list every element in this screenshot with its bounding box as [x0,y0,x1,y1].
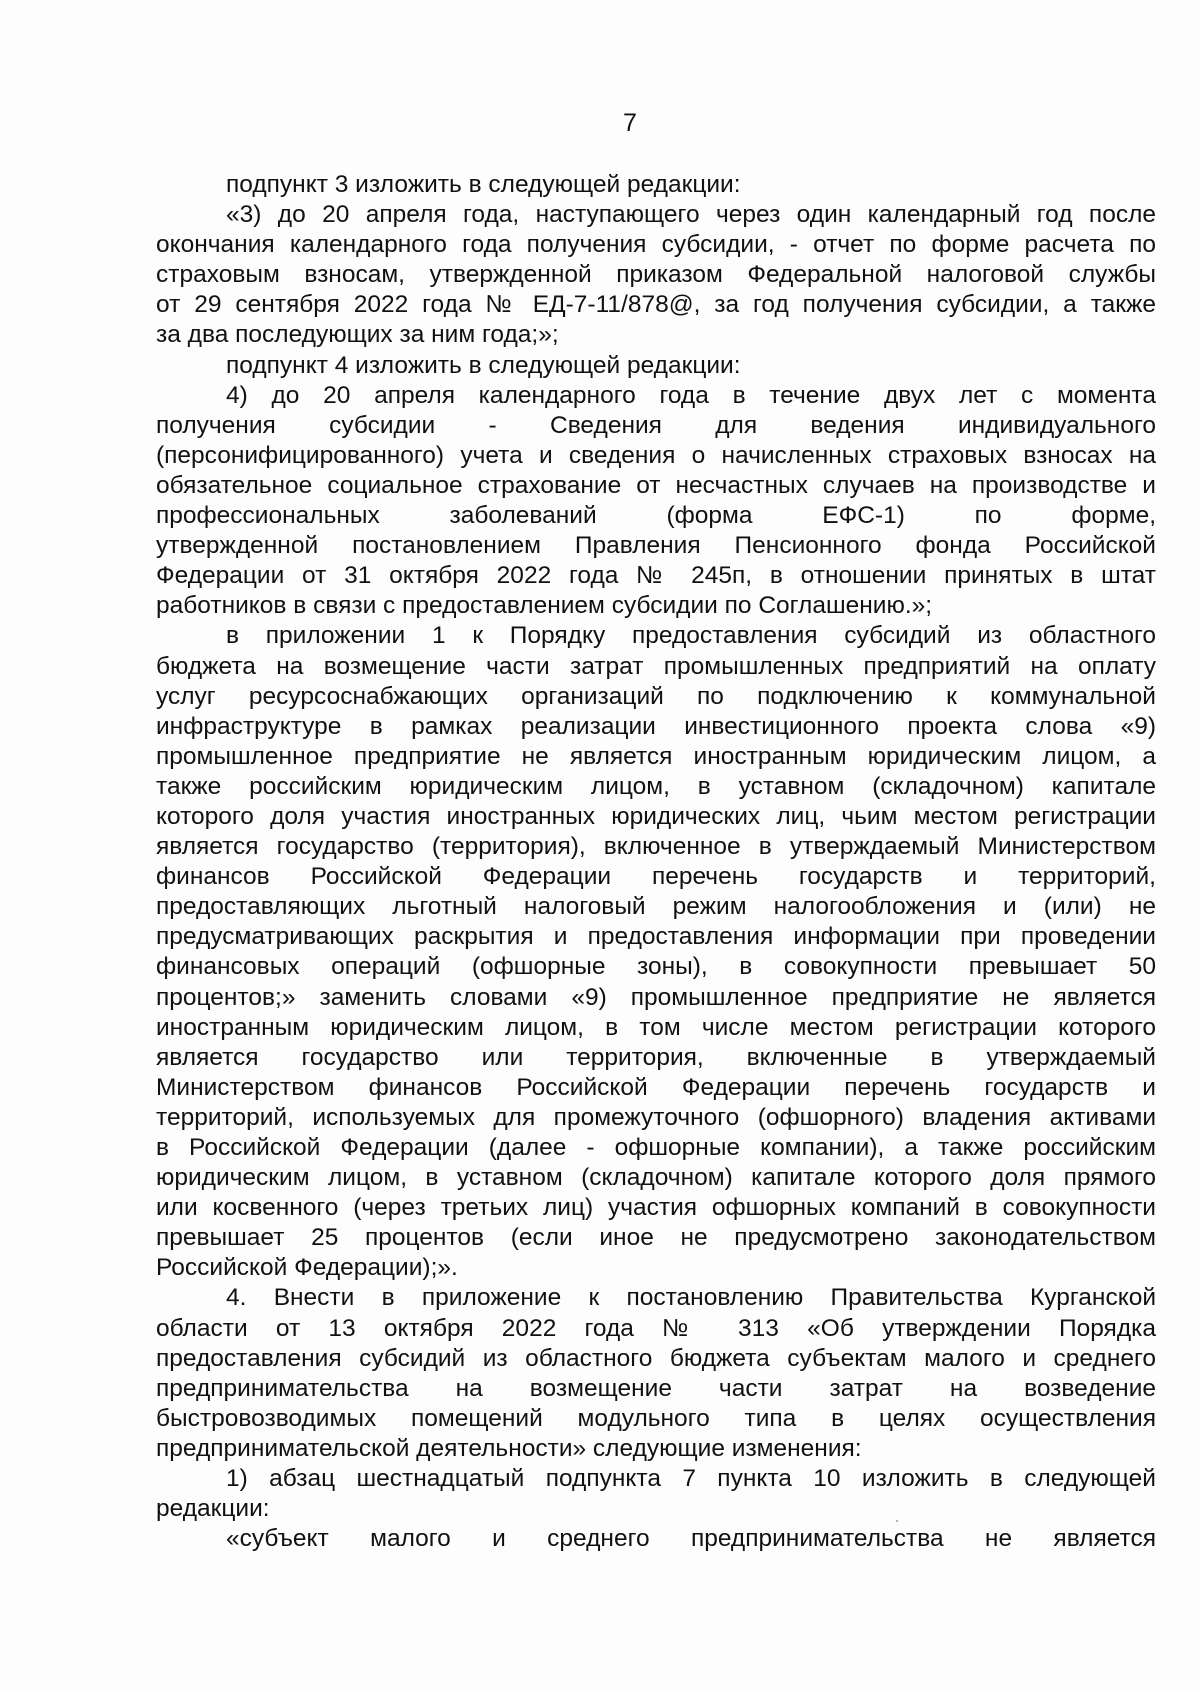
text-line: окончания календарного года получения субсидии, - отчет по форме расчета по [156,231,1156,259]
text-line: услуг ресурсоснабжающих организаций по подключению к коммунальной [156,682,1156,710]
scan-speck [896,1520,898,1522]
text-line: получения субсидии - Сведения для ведения индивидуального [156,411,1156,439]
document-body [156,170,1156,1554]
text-line: инфраструктуре в рамках реализации инвестиционного проекта слова «9) [156,712,1156,740]
text-line: от 29 сентября 2022 года № ЕД-7-11/878@, за год получения субсидии, а также [156,291,1156,319]
text-line: 1) абзац шестнадцатый подпункта 7 пункта 10 изложить в следующей [226,1465,1156,1493]
text-line: финансов Российской Федерации перечень государств и территорий, [156,863,1156,891]
text-line: 4) до 20 апреля календарного года в течение двух лет с момента [226,381,1156,409]
text-line: (персонифицированного) учета и сведения о начисленных страховых взносах на [156,441,1156,469]
text-line: подпункт 3 изложить в следующей редакции: [226,171,741,198]
text-line: работников в связи с предоставлением субсидии по Соглашению.»; [156,592,933,620]
text-line: редакции: [156,1495,270,1523]
text-line: которого доля участия иностранных юридических лиц, чьим местом регистрации [156,802,1156,830]
text-line: превышает 25 процентов (если иное не предусмотрено законодательством [156,1224,1156,1252]
text-line: «субъект малого и среднего предпринимательства не является [226,1525,1156,1553]
text-line: является государство или территория, включенные в утверждаемый [156,1043,1156,1071]
text-line: или косвенного (через третьих лиц) участия офшорных компаний в совокупности [156,1194,1156,1222]
text-line: предоставления субсидий из областного бюджета субъектам малого и среднего [156,1344,1156,1372]
text-line: Федерации от 31 октября 2022 года № 245п, в отношении принятых в штат [156,562,1156,590]
text-line: за два последующих за ним года;»; [156,321,559,349]
text-line: также российским юридическим лицом, в уставном (складочном) капитале [156,772,1156,800]
text-line: процентов;» заменить словами «9) промышленное предприятие не является [156,983,1156,1011]
text-line: 4. Внести в приложение к постановлению Правительства Курганской [226,1284,1156,1312]
text-line: предпринимательской деятельности» следующие изменения: [156,1434,862,1462]
text-line: Российской Федерации);». [156,1254,458,1282]
text-line: предпринимательства на возмещение части затрат на возведение [156,1374,1156,1402]
text-line: предоставляющих льготный налоговый режим налогообложения и (или) не [156,893,1156,921]
text-line: утвержденной постановлением Правления Пенсионного фонда Российской [156,532,1156,560]
text-line: в Российской Федерации (далее - офшорные компании), а также российским [156,1134,1156,1161]
text-line: предусматривающих раскрытия и предоставления информации при проведении [156,923,1156,951]
text-line: страховым взносам, утвержденной приказом Федеральной налоговой службы [156,261,1156,289]
text-line: «3) до 20 апреля года, наступающего через один календарный год после [226,201,1156,229]
text-line: Министерством финансов Российской Федерации перечень государств и [156,1073,1156,1101]
text-line: территорий, используемых для промежуточного (офшорного) владения активами [156,1103,1156,1131]
text-line: подпункт 4 изложить в следующей редакции: [226,351,741,379]
text-line: промышленное предприятие не является иностранным юридическим лицом, а [156,742,1156,770]
text-line: в приложении 1 к Порядку предоставления субсидий из областного [226,622,1156,650]
text-line: быстровозводимых помещений модульного типа в целях осуществления [156,1404,1156,1432]
text-line: юридическим лицом, в уставном (складочном) капитале которого доля прямого [156,1164,1156,1192]
text-line: обязательное социальное страхование от несчастных случаев на производстве и [156,471,1156,499]
text-line: является государство (территория), включенное в утверждаемый Министерством [156,833,1156,861]
text-line: профессиональных заболеваний (форма ЕФС-1) по форме, [156,502,1156,530]
text-line: иностранным юридическим лицом, в том числе местом регистрации которого [156,1013,1156,1041]
text-line: бюджета на возмещение части затрат промышленных предприятий на оплату [156,652,1156,680]
text-line: финансовых операций (офшорные зоны), в совокупности превышает 50 [156,953,1156,981]
text-line: области от 13 октября 2022 года № 313 «Об утверждении Порядка [156,1314,1156,1342]
page-number: 7 [623,109,637,137]
